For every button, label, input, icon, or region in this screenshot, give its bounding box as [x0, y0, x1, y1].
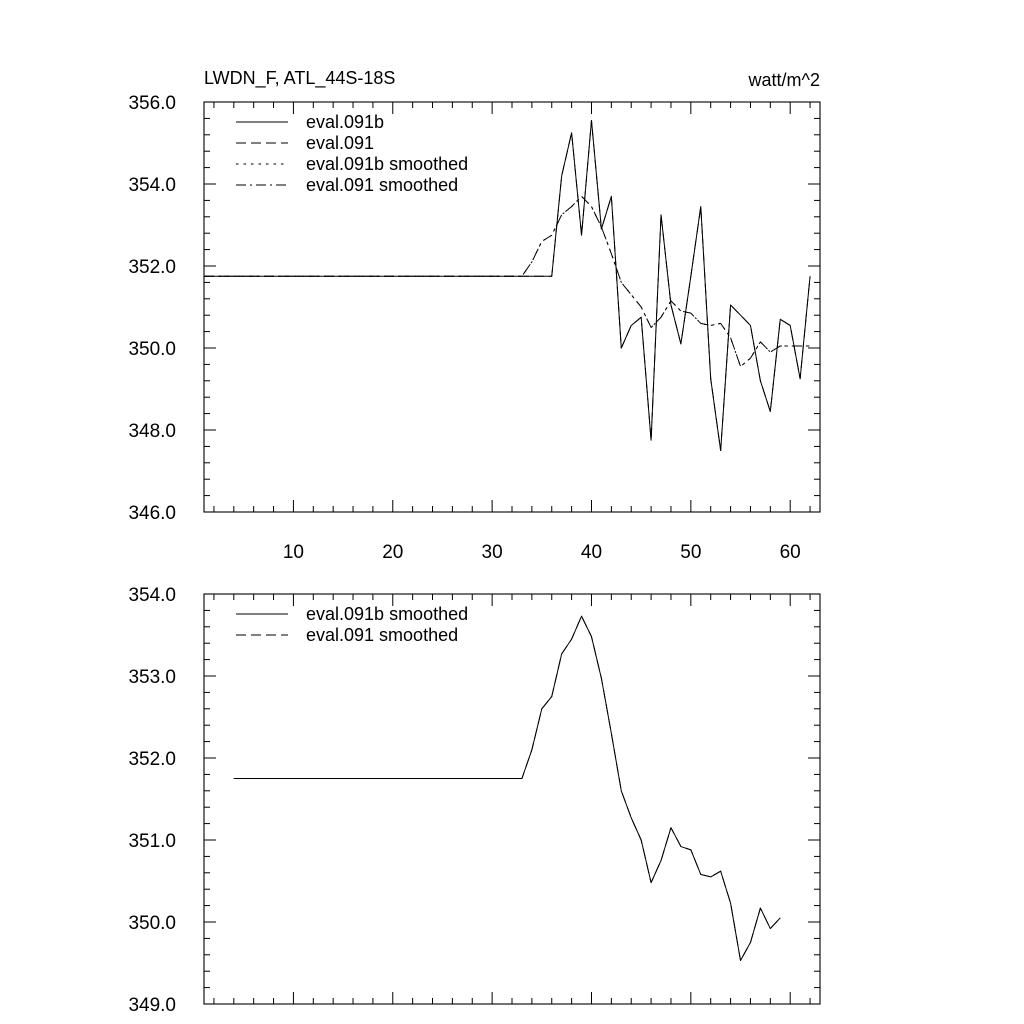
y-tick-label: 351.0 — [128, 831, 176, 852]
legend-label: eval.091b — [306, 112, 385, 132]
y-tick-label: 348.0 — [128, 421, 176, 442]
plot-frame — [204, 102, 820, 512]
legend — [236, 112, 468, 195]
tick-group — [204, 102, 820, 512]
y-tick-label: 352.0 — [128, 749, 176, 770]
series-group — [234, 616, 780, 960]
y-tick-label: 356.0 — [128, 93, 176, 114]
x-tick-label: 40 — [580, 542, 603, 563]
legend-label: eval.091 — [306, 133, 375, 153]
x-tick-label: 30 — [481, 542, 503, 563]
series-line — [204, 120, 810, 450]
series-line — [234, 616, 780, 960]
chart-title: LWDN_F, ATL_44S-18S — [204, 68, 396, 88]
bottom-panel — [128, 585, 820, 1016]
x-tick-label: 50 — [680, 542, 702, 563]
legend-label: eval.091 smoothed — [306, 175, 459, 195]
legend-label: eval.091b smoothed — [306, 604, 469, 624]
tick-group — [204, 594, 820, 1004]
series-group — [204, 120, 810, 450]
series-line — [234, 616, 780, 960]
legend-label: eval.091b smoothed — [306, 154, 469, 174]
y-tick-label: 354.0 — [128, 175, 176, 196]
y-tick-label: 352.0 — [128, 257, 176, 278]
units-label: watt/m^2 — [748, 70, 820, 90]
legend — [236, 604, 468, 645]
y-tick-label: 349.0 — [128, 995, 176, 1016]
series-line — [204, 120, 810, 450]
tick-label-group — [128, 585, 176, 1016]
x-tick-label: 20 — [382, 542, 404, 563]
y-tick-label: 350.0 — [128, 339, 176, 360]
y-tick-label: 354.0 — [128, 585, 176, 606]
top-panel — [128, 68, 820, 563]
y-tick-label: 346.0 — [128, 503, 176, 524]
x-tick-label: 10 — [282, 542, 304, 563]
plot-frame — [204, 594, 820, 1004]
series-line — [204, 196, 810, 366]
legend-label: eval.091 smoothed — [306, 625, 459, 645]
y-tick-label: 353.0 — [128, 667, 176, 688]
y-tick-label: 350.0 — [128, 913, 176, 934]
series-line — [204, 196, 810, 366]
x-tick-label: 60 — [779, 542, 801, 563]
